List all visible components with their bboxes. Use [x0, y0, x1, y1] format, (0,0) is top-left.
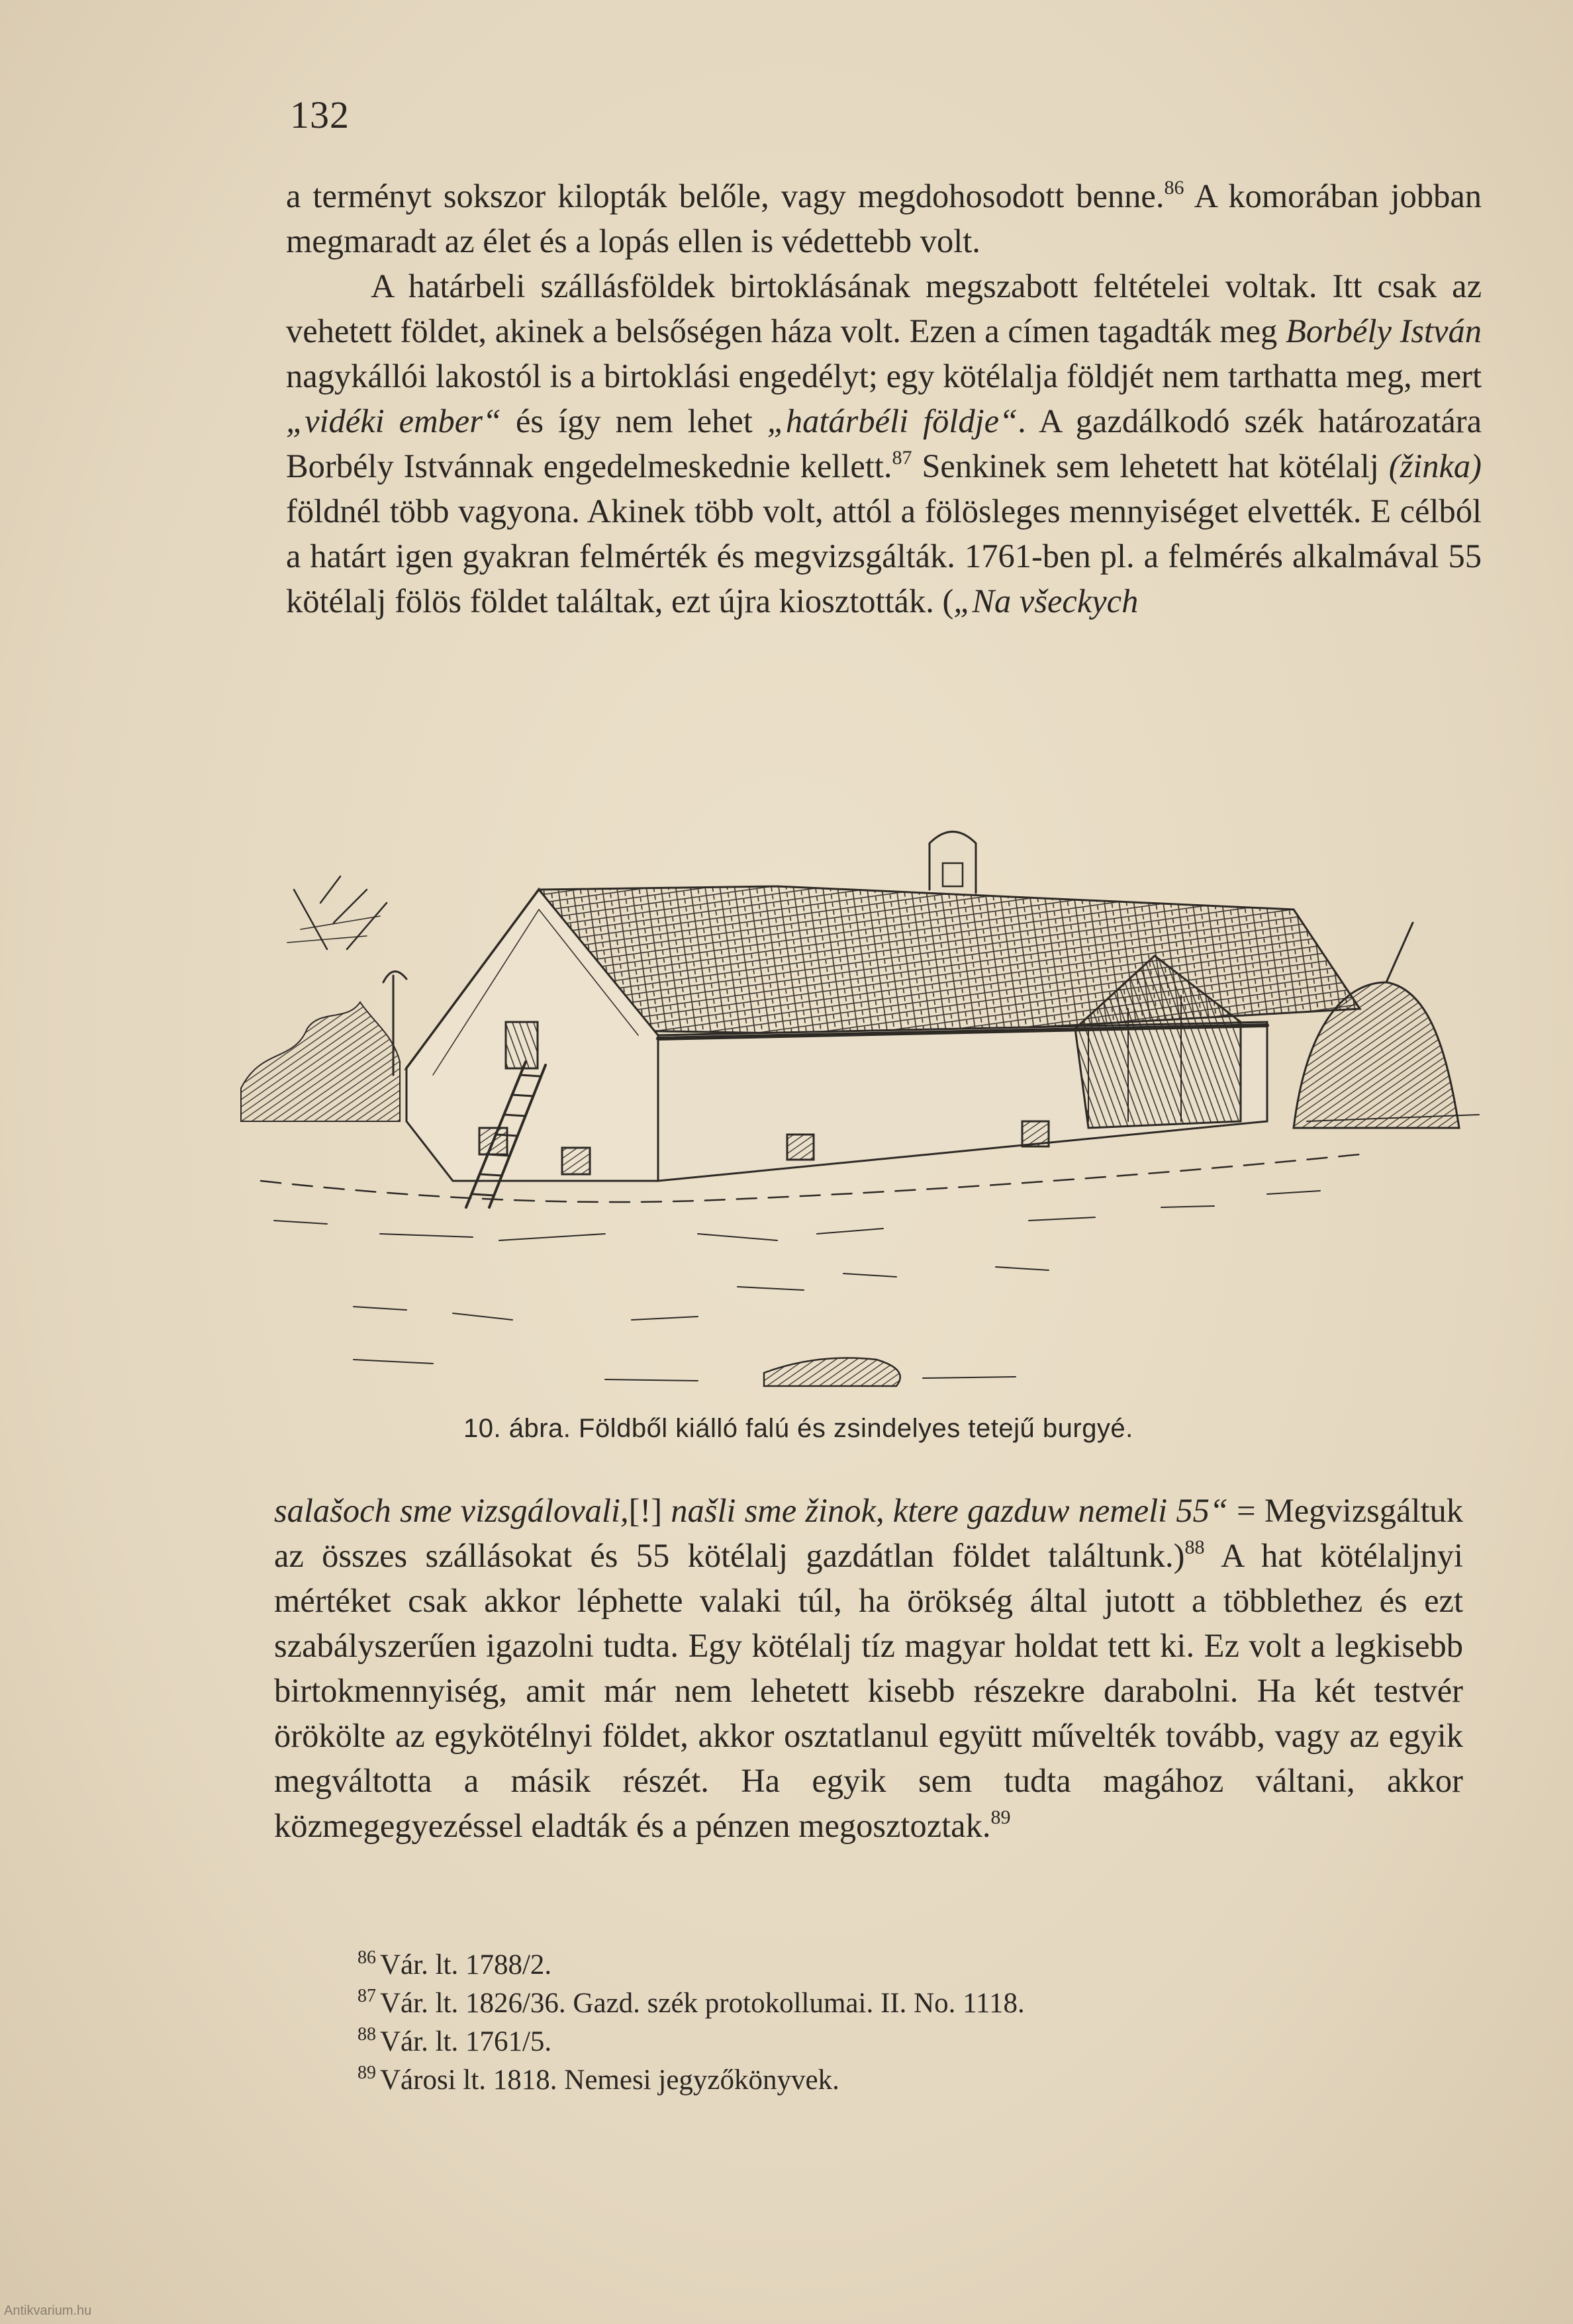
footnote-text: Városi lt. 1818. Nemesi jegyzőkönyvek. [380, 2065, 839, 2096]
text-run: A határbeli szállásföldek birtoklásának megszabott feltételei voltak. Itt csak az vehetett földet, akinek a belsőségen háza volt. Ezen a címen tagadták meg [286, 267, 1482, 349]
quote: „határbéli földje“ [767, 402, 1018, 440]
watermark: Antikvarium.hu [4, 2303, 92, 2318]
footnote-ref[interactable]: 87 [892, 447, 912, 469]
footnote-text: Vár. lt. 1788/2. [380, 1949, 552, 1980]
footnote [358, 1984, 1025, 2023]
figure-caption: 10. ábra. Földből kiálló falú és zsindelyes tetejű burgyé. [463, 1414, 1133, 1443]
text-run: [!] [628, 1492, 663, 1529]
footnote-ref[interactable]: 89 [990, 1806, 1011, 1828]
text-run: Senkinek sem lehetett hat kötélalj [912, 447, 1389, 485]
footnote-number: 88 [358, 2024, 376, 2045]
text-run: és így nem lehet [501, 402, 767, 440]
body-paragraph-bottom [274, 1488, 1463, 1848]
quote: „vidéki ember“ [286, 402, 501, 440]
text-run: A komorában jobban megmaradt az élet és a lopás ellen is védettebb volt. [286, 177, 1482, 259]
footnotes [358, 1946, 1025, 2100]
text-run: . A gazdálkodó szék határozatára Borbély Istvánnak engedelmeskednie kellett. [286, 402, 1482, 485]
farmhouse-illustration [234, 810, 1492, 1406]
person-name: Borbély István [1286, 312, 1482, 349]
footnote-text: Vár. lt. 1826/36. Gazd. szék protokollumai. II. No. 1118. [380, 1988, 1025, 2019]
footnote [358, 1946, 1025, 1984]
footnote-ref[interactable]: 88 [1184, 1536, 1205, 1558]
footnote [358, 2061, 1025, 2100]
footnote [358, 2023, 1025, 2061]
quote: „Na všeckych [953, 582, 1139, 620]
footnote-number: 86 [358, 1947, 376, 1968]
text-run: a terményt sokszor kilopták belőle, vagy megdohosodott benne. [286, 177, 1165, 214]
footnote-number: 89 [358, 2063, 376, 2083]
quote: našli sme žinok, ktere gazduw nemeli 55“ [662, 1492, 1228, 1529]
footnote-ref[interactable]: 86 [1164, 177, 1184, 199]
quote: salašoch sme vizsgálovali, [274, 1492, 629, 1529]
text-run: földnél több vagyona. Akinek több volt, attól a fölösleges mennyiséget elvették. E célból a határt igen gyakran felmérték és megvizsgálták. 1761-ben pl. a felmérés alkalmával 55 kötélalj fölös földet találtak, ezt újra kiosztották. ( [286, 492, 1482, 620]
text-run: A hat kötélaljnyi mértéket csak akkor léphette valaki túl, ha örökség által jutott a többlethez és ezt szabályszerűen igazolni tudta. Egy kötélalj tíz magyar holdat tett ki. Ez volt a legkisebb birtokmennyiség, amit már nem lehetett kisebb részekre darabolni. Ha két testvér örökölte az egykötélnyi földet, akkor osztatlanul együtt művelték tovább, vagy az egyik megváltotta a másik részét. Ha egyik sem tudta magához váltani, akkor közmegegyezéssel eladták és a pénzen megosztoztak. [274, 1537, 1464, 1844]
footnote-text: Vár. lt. 1761/5. [380, 2026, 552, 2057]
body-paragraph-top [286, 173, 1482, 624]
text-run: nagykállói lakostól is a birtoklási engedélyt; egy kötélalja földjét nem tarthatta meg, mert [286, 357, 1482, 395]
footnote-number: 87 [358, 1986, 376, 2006]
text-run: = Megvizsgáltuk az összes szállásokat és 55 kötélalj gazdátlan földet találtunk.) [274, 1492, 1464, 1574]
page-number: 132 [290, 93, 350, 136]
term: (žinka) [1388, 447, 1482, 485]
